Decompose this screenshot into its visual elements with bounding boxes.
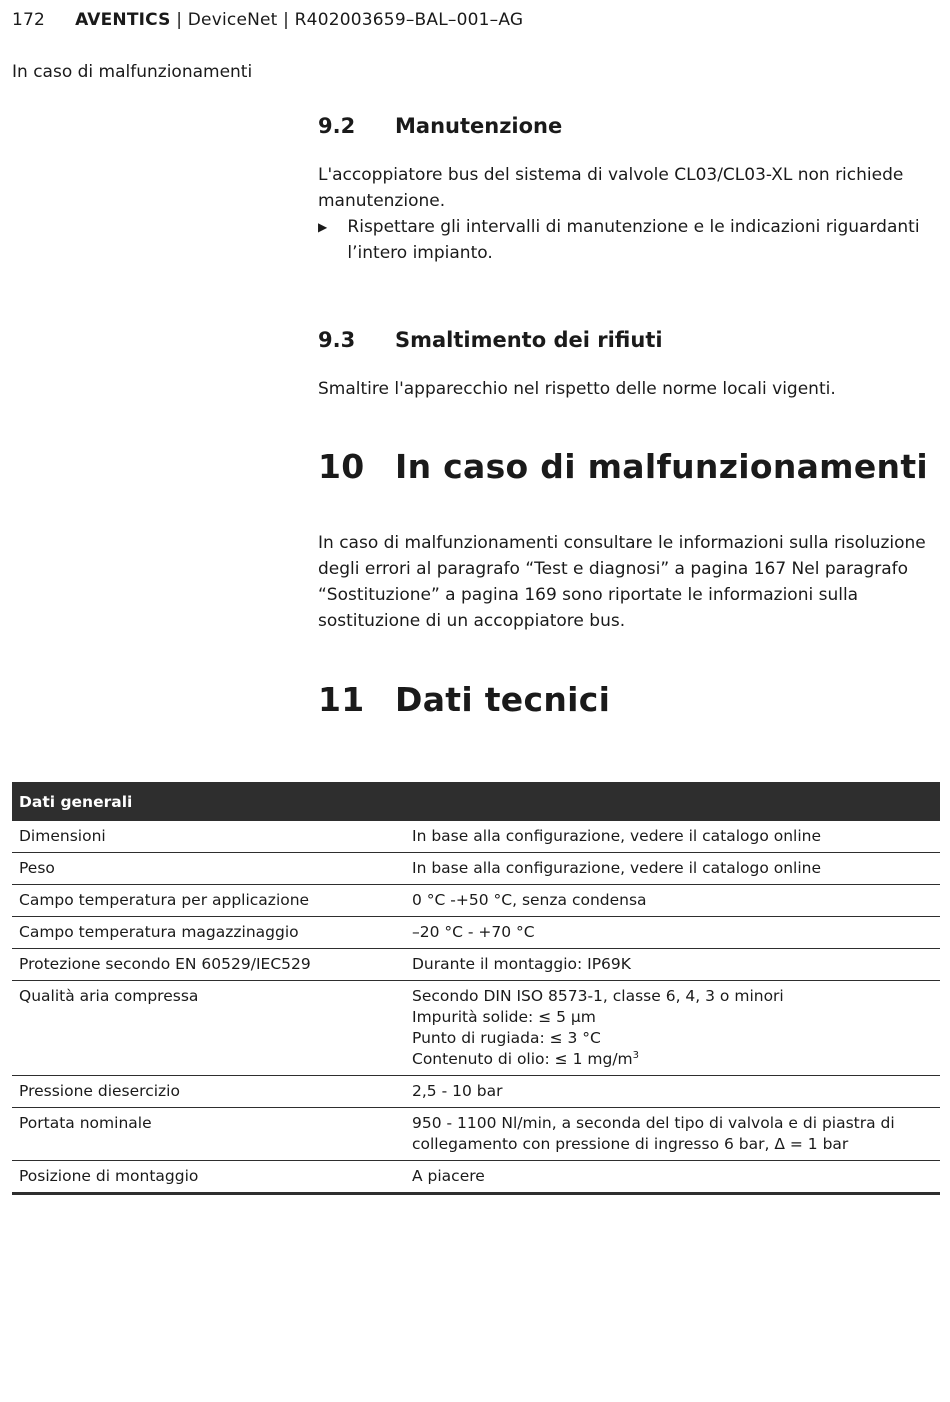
- section-11: [318, 680, 938, 719]
- paragraph-maintenance: L'accoppiatore bus del sistema di valvole CL03/CL03-XL non richiede manutenzione.: [318, 165, 904, 211]
- table-row: Portata nominale 950 - 1100 Nl/min, a seconda del tipo di valvola e di piastra di collegamento con pressione di ingresso 6 bar, Δ = 1 bar: [12, 1108, 940, 1161]
- table-row: Campo temperatura per applicazione 0 °C -+50 °C, senza condensa: [12, 885, 940, 917]
- table-row: Dimensioni In base alla configurazione, vedere il catalogo online: [12, 821, 940, 853]
- heading-10: 10 In caso di malfunzionamenti: [318, 447, 929, 486]
- table-row: Pressione diesercizio 2,5 - 10 bar: [12, 1076, 940, 1108]
- section-label: In caso di malfunzionamenti: [12, 62, 253, 82]
- section-10: [318, 447, 938, 634]
- paragraph-malfunctions: In caso di malfunzionamenti consultare le informazioni sulla risoluzione degli errori al paragrafo “Test e diagnosi” a pagina 167 Nel paragrafo “Sostituzione” a pagina 169 sono riportate le informazioni sulla sostituzione di un accoppiatore bus.: [318, 533, 926, 631]
- table-row: Posizione di montaggio A piacere: [12, 1161, 940, 1194]
- page-header: [12, 10, 523, 30]
- paragraph-disposal: Smaltire l'apparecchio nel rispetto delle norme locali vigenti.: [318, 379, 836, 399]
- heading-9-3: 9.3 Smaltimento dei rifiuti: [318, 328, 663, 352]
- table-row: Protezione secondo EN 60529/IEC529 Durante il montaggio: IP69K: [12, 949, 940, 981]
- heading-9-2: 9.2 Manutenzione: [318, 114, 563, 138]
- section-9-2: [318, 114, 938, 266]
- table-row: Qualità aria compressa Secondo DIN ISO 8573-1, classe 6, 4, 3 o minori Impurità solide: ≤ 5 µm Punto di rugiada: ≤ 3 °C Contenuto di olio: ≤ 1 $mg/m^3$: [12, 981, 940, 1076]
- table-row: Campo temperatura magazzinaggio –20 °C - +70 °C: [12, 917, 940, 949]
- doc-info: | DeviceNet | R402003659–BAL–001–AG: [170, 10, 524, 30]
- table-row: Peso In base alla configurazione, vedere il catalogo online: [12, 853, 940, 885]
- technical-data-table: [12, 782, 940, 1195]
- brand-name: AVENTICS: [75, 10, 171, 30]
- bullet-item: ▶ Rispettare gli intervalli di manutenzione e le indicazioni riguardanti l’intero impianto.: [318, 214, 938, 266]
- table-header: Dati generali: [12, 782, 940, 821]
- heading-11: 11 Dati tecnici: [318, 680, 611, 719]
- page-number: 172: [12, 10, 46, 30]
- section-9-3: [318, 328, 938, 402]
- triangle-bullet-icon: ▶: [318, 220, 328, 234]
